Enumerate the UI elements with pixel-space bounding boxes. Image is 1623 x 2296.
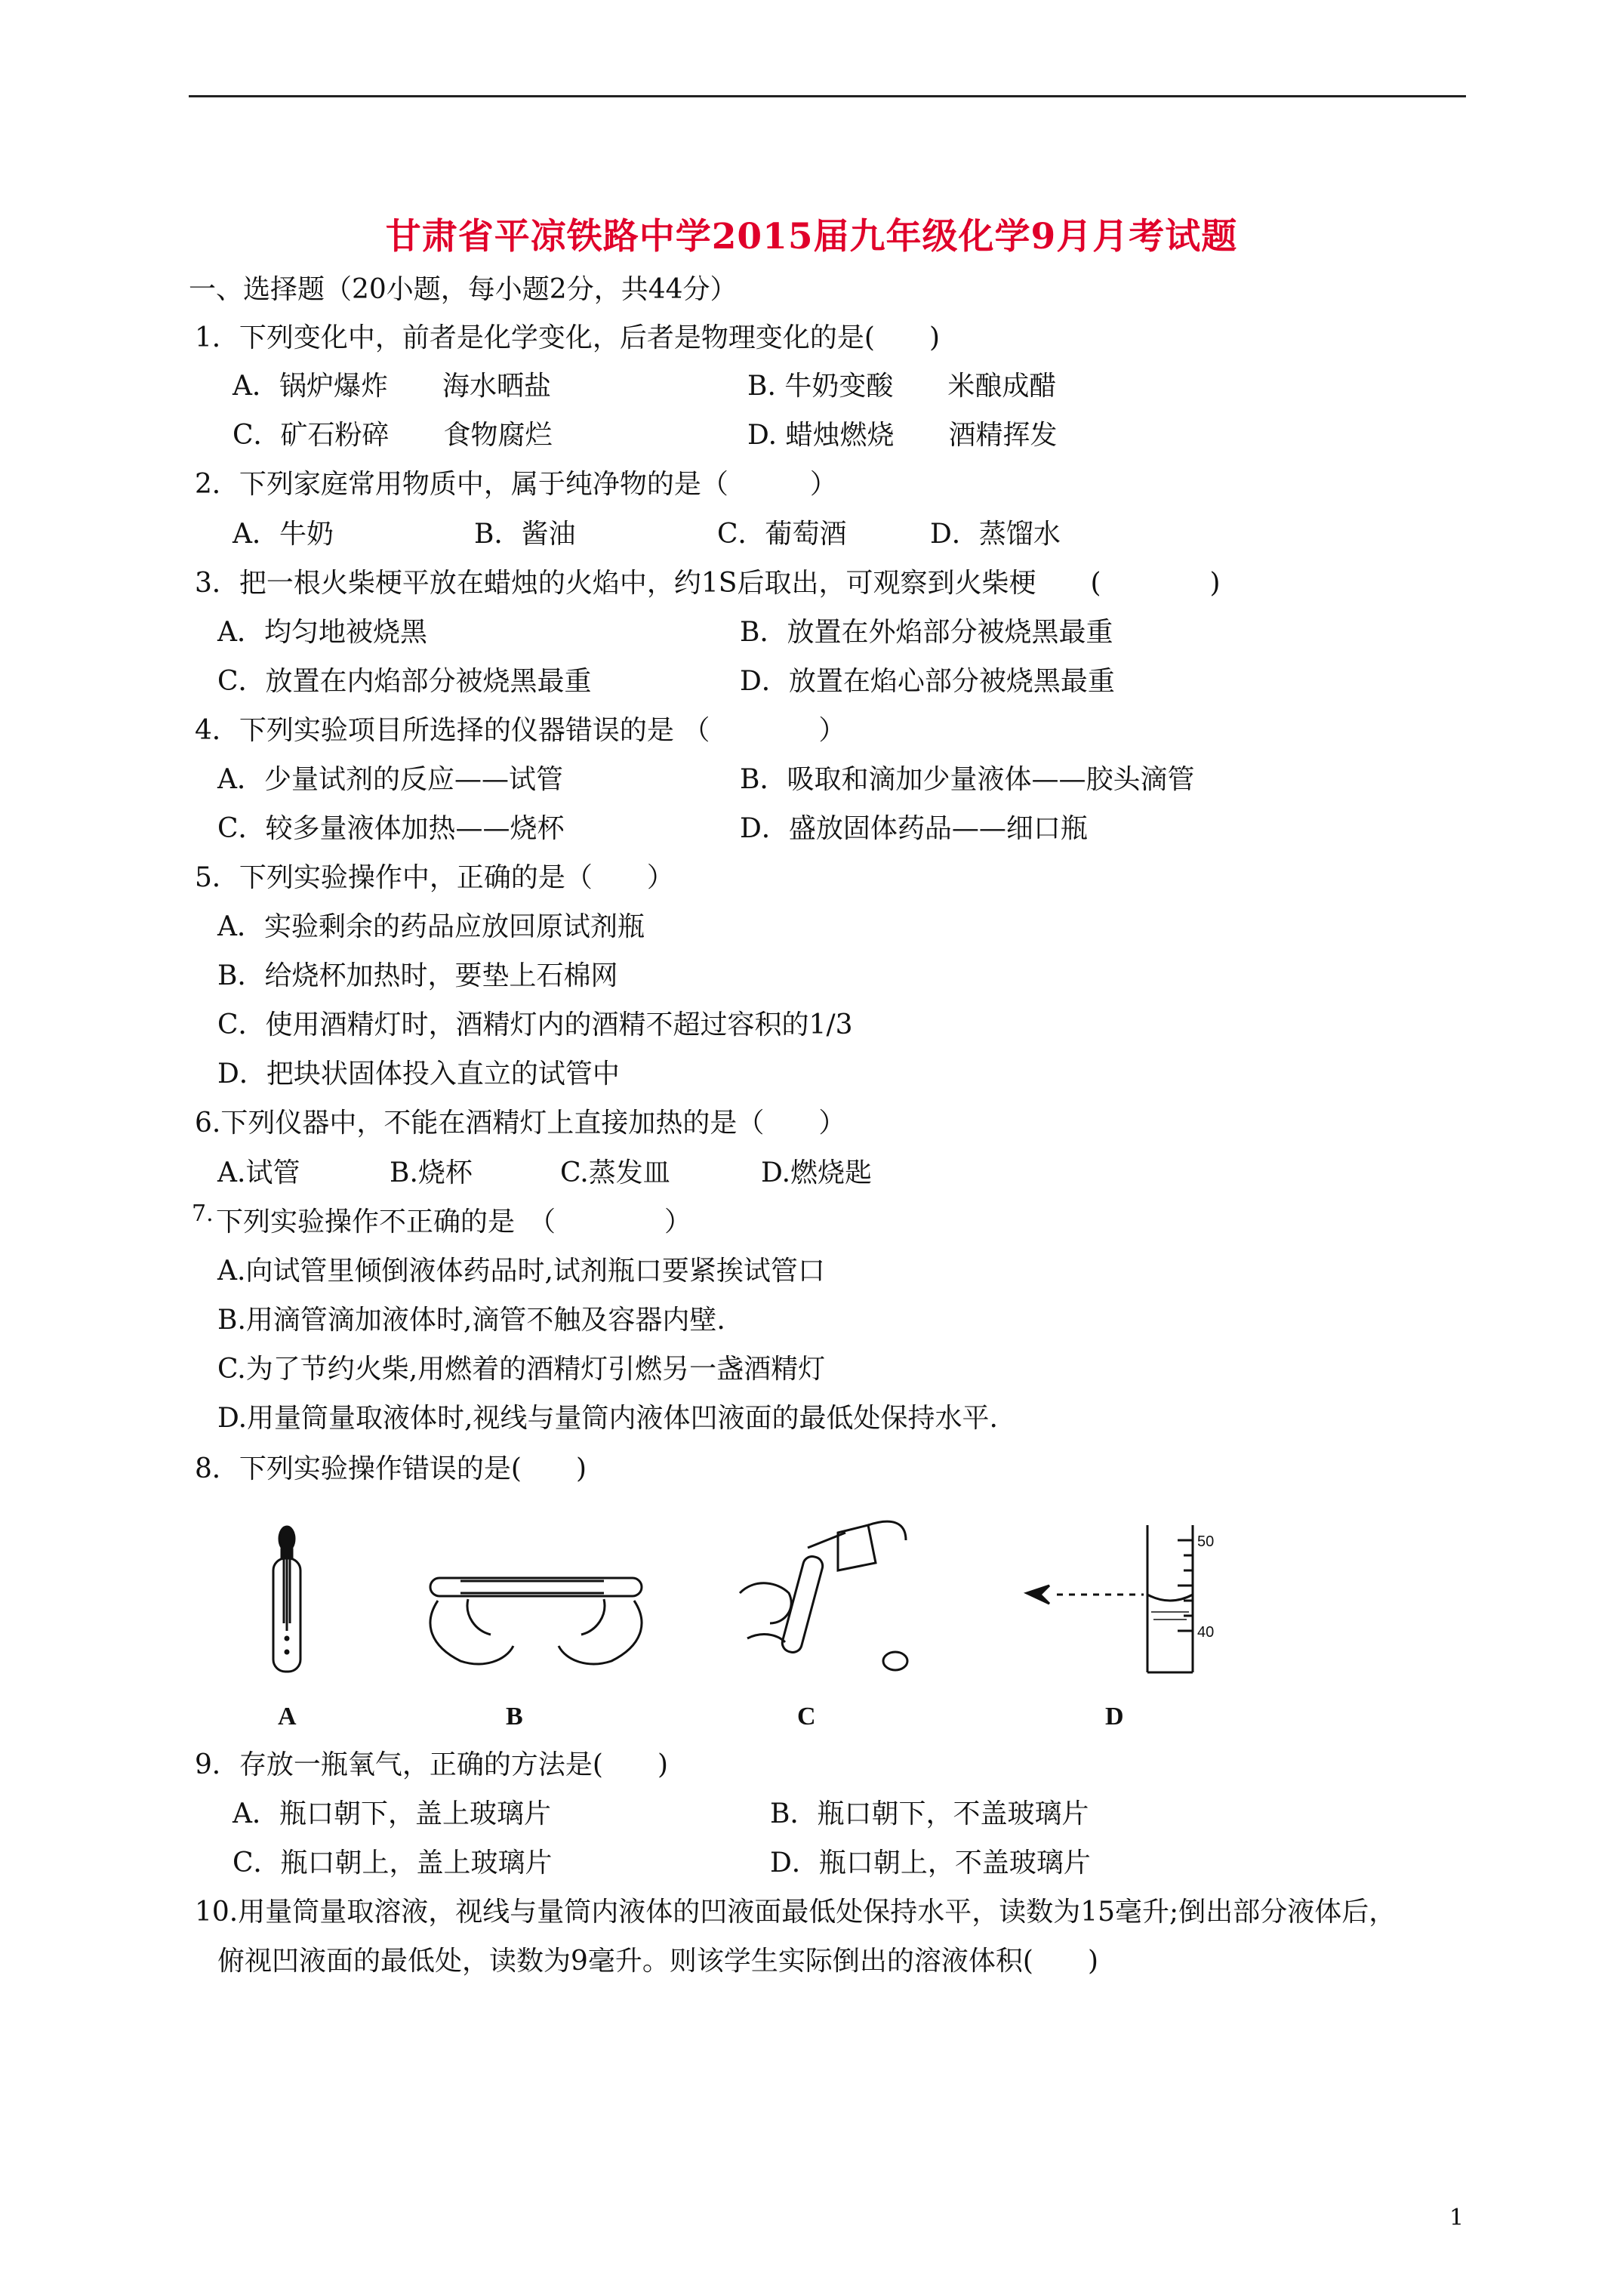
q10-line1: 10.用量筒量取溶液，视线与量筒内液体的凹液面最低处保持水平，读数为15毫升;倒出部分液体后， (195, 1897, 1397, 1928)
q8-label-d: D (1105, 1703, 1124, 1730)
reading-cylinder-illustration (1027, 1525, 1214, 1672)
q6-stem: 6.下列仪器中，不能在酒精灯上直接加热的是（ ） (195, 1108, 846, 1139)
q5-option-d: D．把块状固体投入直立的试管中 (217, 1059, 620, 1089)
cylinder-top-mark: 50 (1197, 1533, 1215, 1550)
q7-option-b: B.用滴管滴加液体时,滴管不触及容器内壁. (217, 1305, 725, 1336)
q1-option-d: D. 蜡烛燃烧 酒精挥发 (747, 420, 1058, 451)
q2-option-a: A．牛奶 (233, 519, 334, 550)
q3-option-c: C．放置在内焰部分被烧黑最重 (217, 666, 592, 697)
q3-option-d: D．放置在焰心部分被烧黑最重 (740, 666, 1115, 697)
q2-stem: 2．下列家庭常用物质中，属于纯净物的是（ ） (195, 469, 837, 500)
q6-option-a: A.试管 (217, 1157, 300, 1188)
q6-option-b: B.烧杯 (390, 1157, 473, 1188)
q7-option-a: A.向试管里倾倒液体药品时,试剂瓶口要紧挨试管口 (217, 1256, 825, 1287)
q3-option-b: B．放置在外焰部分被烧黑最重 (740, 617, 1113, 648)
q1-option-c: C．矿石粉碎 食物腐烂 (233, 420, 553, 451)
q9-option-a: A．瓶口朝下，盖上玻璃片 (233, 1798, 551, 1829)
q3-stem: 3．把一根火柴梗平放在蜡烛的火焰中，约1S后取出，可观察到火柴梗 ( ) (195, 568, 1221, 599)
q4-option-a: A．少量试剂的反应——试管 (217, 764, 563, 795)
q1-stem: 1．下列变化中，前者是化学变化，后者是物理变化的是( ) (195, 322, 940, 353)
q1-option-b: B. 牛奶变酸 米酿成醋 (747, 371, 1057, 402)
q2-option-b: B．酱油 (474, 519, 576, 550)
q5-option-a: A．实验剩余的药品应放回原试剂瓶 (217, 911, 645, 942)
q7-number: 7. (192, 1200, 214, 1227)
q4-stem: 4．下列实验项目所选择的仪器错误的是 （ ） (195, 715, 846, 746)
q7-stem: 下列实验操作不正确的是 （ ） (216, 1207, 692, 1237)
page-number: 1 (1449, 2205, 1464, 2231)
page-title: 甘肃省平凉铁路中学2015届九年级化学9月月考试题 (385, 216, 1238, 257)
q8-label-a: A (278, 1703, 297, 1730)
q8-label-b: B (506, 1703, 523, 1730)
q2-option-c: C．葡萄酒 (717, 519, 847, 550)
q8-stem: 8．下列实验操作错误的是( ) (195, 1453, 587, 1484)
pouring-liquid-illustration (740, 1521, 907, 1670)
q4-option-b: B．吸取和滴加少量液体——胶头滴管 (740, 764, 1195, 795)
q9-stem: 9．存放一瓶氧气，正确的方法是( ) (195, 1749, 668, 1780)
q1-option-a: A．锅炉爆炸 海水晒盐 (233, 371, 551, 402)
q4-option-c: C．较多量液体加热——烧杯 (217, 813, 565, 844)
q5-stem: 5．下列实验操作中，正确的是（ ） (195, 862, 674, 893)
q8-illustrations (257, 1510, 1253, 1699)
q5-option-c: C．使用酒精灯时，酒精灯内的酒精不超过容积的1/3 (217, 1009, 853, 1040)
q10-line2: 俯视凹液面的最低处，读数为9毫升。则该学生实际倒出的溶液体积( ) (217, 1946, 1098, 1977)
q8-figure (257, 1510, 1253, 1729)
q7-option-d: D.用量筒量取液体时,视线与量筒内液体凹液面的最低处保持水平. (217, 1403, 998, 1434)
q6-option-c: C.蒸发皿 (560, 1157, 670, 1188)
cylinder-bottom-mark: 40 (1197, 1624, 1215, 1641)
q7-option-c: C.为了节约火柴,用燃着的酒精灯引燃另一盏酒精灯 (217, 1354, 826, 1385)
q6-option-d: D.燃烧匙 (761, 1157, 873, 1188)
hands-holding-tube-illustration (430, 1578, 642, 1664)
dropper-in-tube-illustration (273, 1527, 300, 1672)
q5-option-b: B．给烧杯加热时，要垫上石棉网 (217, 960, 618, 991)
section-heading: 一、选择题（20小题，每小题2分，共44分） (189, 274, 738, 305)
q3-option-a: A．均匀地被烧黑 (217, 617, 427, 648)
q8-label-c: C (797, 1703, 816, 1730)
q4-option-d: D．盛放固体药品——细口瓶 (740, 813, 1088, 844)
q9-option-b: B．瓶口朝下，不盖玻璃片 (770, 1798, 1089, 1829)
header-rule (189, 95, 1466, 97)
q9-option-d: D．瓶口朝上，不盖玻璃片 (770, 1848, 1091, 1878)
q2-option-d: D．蒸馏水 (930, 519, 1061, 550)
q9-option-c: C．瓶口朝上，盖上玻璃片 (233, 1848, 553, 1878)
